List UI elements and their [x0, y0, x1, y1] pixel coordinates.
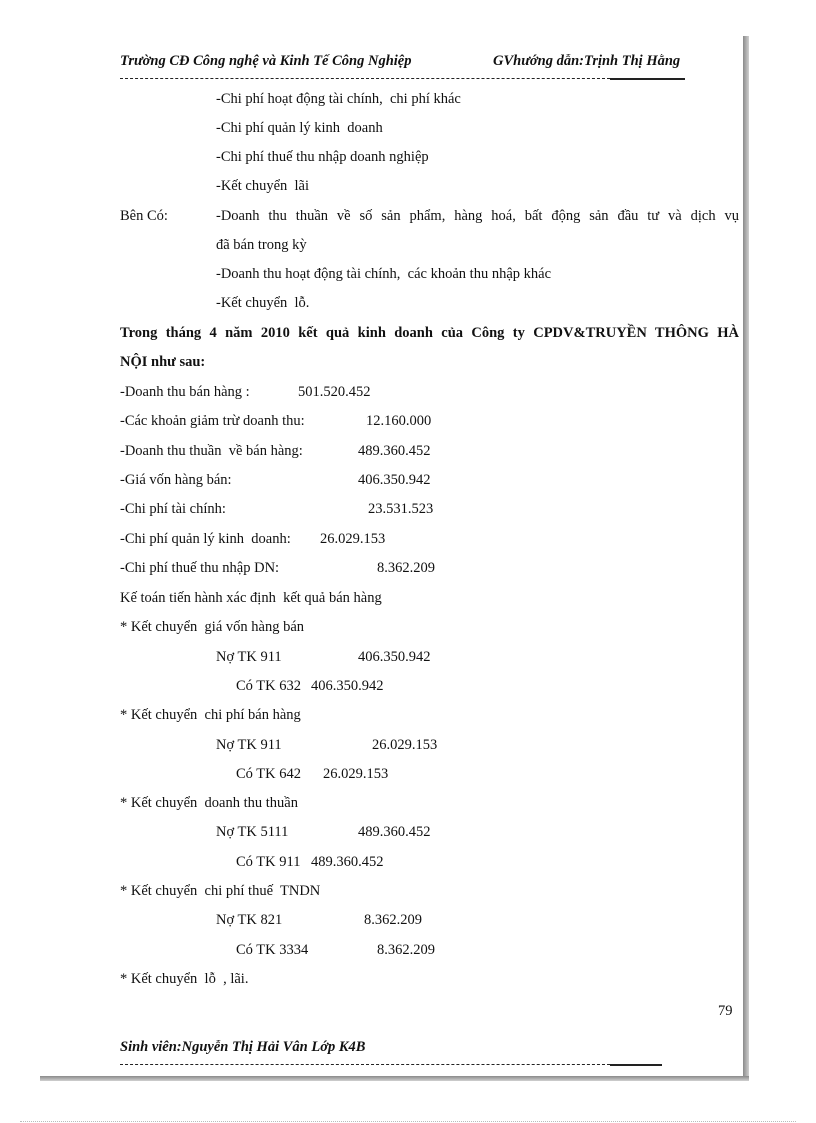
- header-school: Trường CĐ Công nghệ và Kinh Tế Công Nghiệp: [120, 53, 412, 69]
- footer-rule-solid: [610, 1064, 662, 1066]
- scan-edge: [20, 1121, 796, 1122]
- result-label: -Chi phí quản lý kinh doanh:: [120, 531, 291, 547]
- entry-credit-label: Có TK 642: [236, 766, 301, 782]
- entry-credit-label: Có TK 911: [236, 854, 301, 870]
- result-value: 12.160.000: [366, 413, 432, 429]
- no-item: -Kết chuyển lãi: [216, 178, 310, 194]
- entry-debit-value: 8.362.209: [364, 912, 422, 928]
- section-heading: Trong tháng 4 năm 2010 kết quả kinh doanh của Công ty CPDV&TRUYỀN THÔNG HÀ: [120, 325, 739, 341]
- entry-title: * Kết chuyển chi phí bán hàng: [120, 707, 301, 723]
- page-shadow-right: [743, 36, 749, 1076]
- entry-credit-value: 489.360.452: [311, 854, 384, 870]
- ben-co-item-cont: đã bán trong kỳ: [216, 237, 307, 253]
- entry-title: * Kết chuyển lỗ , lãi.: [120, 971, 249, 987]
- entry-credit-label: Có TK 3334: [236, 942, 309, 958]
- result-label: -Doanh thu bán hàng :: [120, 384, 250, 400]
- ben-co-label: Bên Có:: [120, 208, 168, 224]
- page-number: 79: [718, 1003, 733, 1019]
- result-value: 489.360.452: [358, 443, 431, 459]
- entry-debit-value: 489.360.452: [358, 824, 431, 840]
- result-value: 501.520.452: [298, 384, 371, 400]
- entry-debit-value: 26.029.153: [372, 737, 438, 753]
- entry-credit-value: 8.362.209: [377, 942, 435, 958]
- no-item: -Chi phí quản lý kinh doanh: [216, 120, 383, 136]
- ben-co-item: -Doanh thu hoạt động tài chính, các khoản thu nhập khác: [216, 266, 552, 282]
- result-value: 26.029.153: [320, 531, 386, 547]
- result-value: 23.531.523: [368, 501, 434, 517]
- entry-debit-label: Nợ TK 5111: [216, 824, 289, 840]
- header-rule-solid: [610, 78, 685, 80]
- entry-debit-label: Nợ TK 821: [216, 912, 283, 928]
- result-value: 406.350.942: [358, 472, 431, 488]
- entry-debit-value: 406.350.942: [358, 649, 431, 665]
- header-rule-dashed: [120, 78, 610, 79]
- no-item: -Chi phí hoạt động tài chính, chi phí khác: [216, 91, 461, 107]
- section-heading-cont: NỘI như sau:: [120, 354, 206, 370]
- journal-intro: Kế toán tiến hành xác định kết quả bán hàng: [120, 590, 382, 606]
- footer-student: Sinh viên:Nguyễn Thị Hải Vân Lớp K4B: [120, 1039, 366, 1055]
- entry-title: * Kết chuyển doanh thu thuần: [120, 795, 298, 811]
- result-label: -Giá vốn hàng bán:: [120, 472, 232, 488]
- result-label: -Chi phí tài chính:: [120, 501, 226, 517]
- ben-co-item: -Doanh thu thuần về số sản phẩm, hàng hoá, bất động sản đầu tư và dịch vụ: [216, 208, 739, 224]
- entry-credit-value: 406.350.942: [311, 678, 384, 694]
- result-label: -Chi phí thuế thu nhập DN:: [120, 560, 280, 576]
- page-shadow-bottom: [40, 1076, 749, 1081]
- ben-co-item: -Kết chuyển lỗ.: [216, 295, 310, 311]
- entry-credit-label: Có TK 632: [236, 678, 301, 694]
- entry-credit-value: 26.029.153: [323, 766, 389, 782]
- result-label: -Doanh thu thuần về bán hàng:: [120, 443, 303, 459]
- entry-debit-label: Nợ TK 911: [216, 737, 282, 753]
- footer-rule-dashed: [120, 1064, 610, 1065]
- no-item: -Chi phí thuế thu nhập doanh nghiệp: [216, 149, 429, 165]
- result-label: -Các khoản giảm trừ doanh thu:: [120, 413, 305, 429]
- entry-title: * Kết chuyển chi phí thuế TNDN: [120, 883, 321, 899]
- result-value: 8.362.209: [377, 560, 435, 576]
- entry-title: * Kết chuyển giá vốn hàng bán: [120, 619, 305, 635]
- header-advisor: GVhướng dẫn:Trịnh Thị Hằng: [493, 53, 681, 69]
- entry-debit-label: Nợ TK 911: [216, 649, 282, 665]
